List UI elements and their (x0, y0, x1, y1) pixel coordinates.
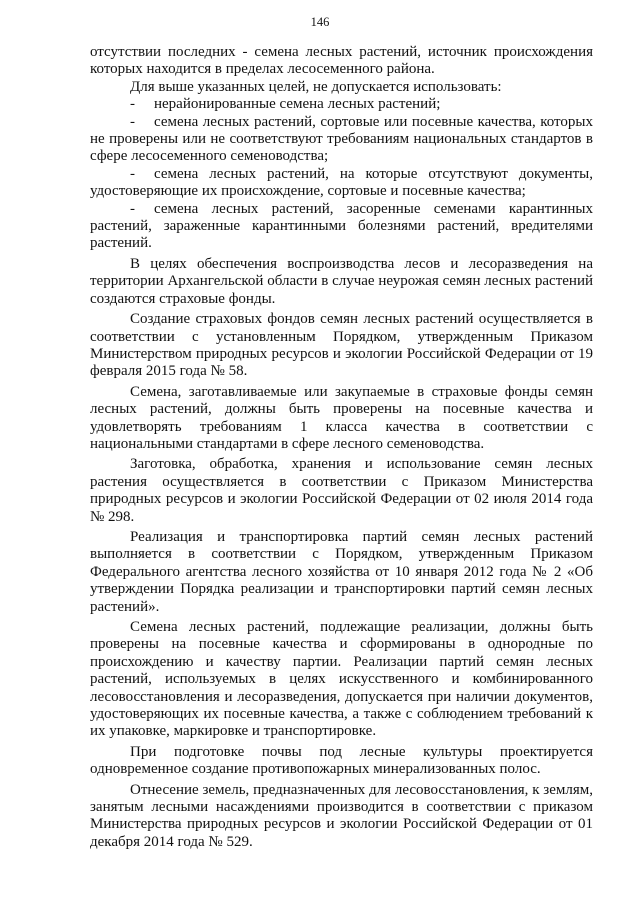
paragraph-continuation: отсутствии последних - семена лесных растений, источник происхождения которых находится в пределах лесосеменного района. (90, 44, 593, 78)
paragraph: Семена лесных растений, подлежащие реализации, должны быть проверены на посевные качества и сформированы в однородные по происхождению и качеству партии. Реализации партий семян лесных растений, используемых в целях искусственного и комбинированного лесовосстановления и лесоразведения, допускается при наличии документов, удостоверяющих их посевные качества, а также с соблюдением требований к их упаковке, маркировке и транспортировке. (90, 619, 593, 740)
page-number: 146 (310, 15, 330, 29)
paragraph: При подготовке почвы под лесные культуры проектируется одновременное создание противопожарных минерализованных полос. (90, 743, 593, 778)
paragraph: Отнесение земель, предназначенных для лесовосстановления, к землям, занятым лесными насаждениями производится в соответствии с приказом Министерства природных ресурсов и экологии Российской Федерации от 01 декабря 2014 года № 529. (90, 781, 593, 850)
paragraph: В целях обеспечения воспроизводства лесов и лесоразведения на территории Архангельской области в случае неурожая семян лесных растений создаются страховые фонды. (90, 255, 593, 307)
list-item (90, 114, 593, 166)
paragraph: Создание страховых фондов семян лесных растений осуществляется в соответствии с установленным Порядком, утвержденным Приказом Министерством природных ресурсов и экологии Российской Федерации от 19 февраля 2015 года № 58. (90, 311, 593, 380)
list-item-text: семена лесных растений, засоренные семенами карантинных растений, зараженные карантинными болезнями растений, вредителями растений. (90, 200, 593, 252)
list-item (90, 96, 593, 113)
list-item (90, 166, 593, 201)
list-marker: - (130, 96, 135, 113)
paragraph: Реализация и транспортировка партий семян лесных растений выполняется в соответствии с Порядком, утвержденным Приказом Федерального агентства лесного хозяйства от 10 января 2012 года № 2 «Об утверждении Порядка реализации и транспортировки партий семян лесных растений». (90, 528, 593, 615)
list-marker: - (130, 200, 135, 217)
list-item-text: нерайонированные семена лесных растений; (154, 96, 441, 113)
list-item-text: семена лесных растений, сортовые или посевные качества, которых не проверены или не соответствуют требованиям национальных стандартов в сфере лесосеменного семеноводства; (90, 113, 593, 165)
list-marker: - (130, 165, 135, 182)
paragraph: Семена, заготавливаемые или закупаемые в страховые фонды семян лесных растений, должны быть проверены на посевные качества и удовлетворять требованиям 1 класса качества в соответствии с национальными стандартами в сфере лесного семеноводства. (90, 383, 593, 452)
paragraph: Заготовка, обработка, хранения и использование семян лесных растения осуществляется в соответствии с Приказом Министерства природных ресурсов и экологии Российской Федерации от 02 июля 2014 года № 298. (90, 456, 593, 525)
list-marker: - (130, 113, 135, 130)
page-body (90, 44, 593, 851)
paragraph-list-intro: Для выше указанных целей, не допускается использовать: (130, 78, 502, 95)
list-item (90, 201, 593, 253)
list-item-text: семена лесных растений, на которые отсутствуют документы, удостоверяющие их происхождение, сортовые и посевные качества; (90, 165, 593, 200)
